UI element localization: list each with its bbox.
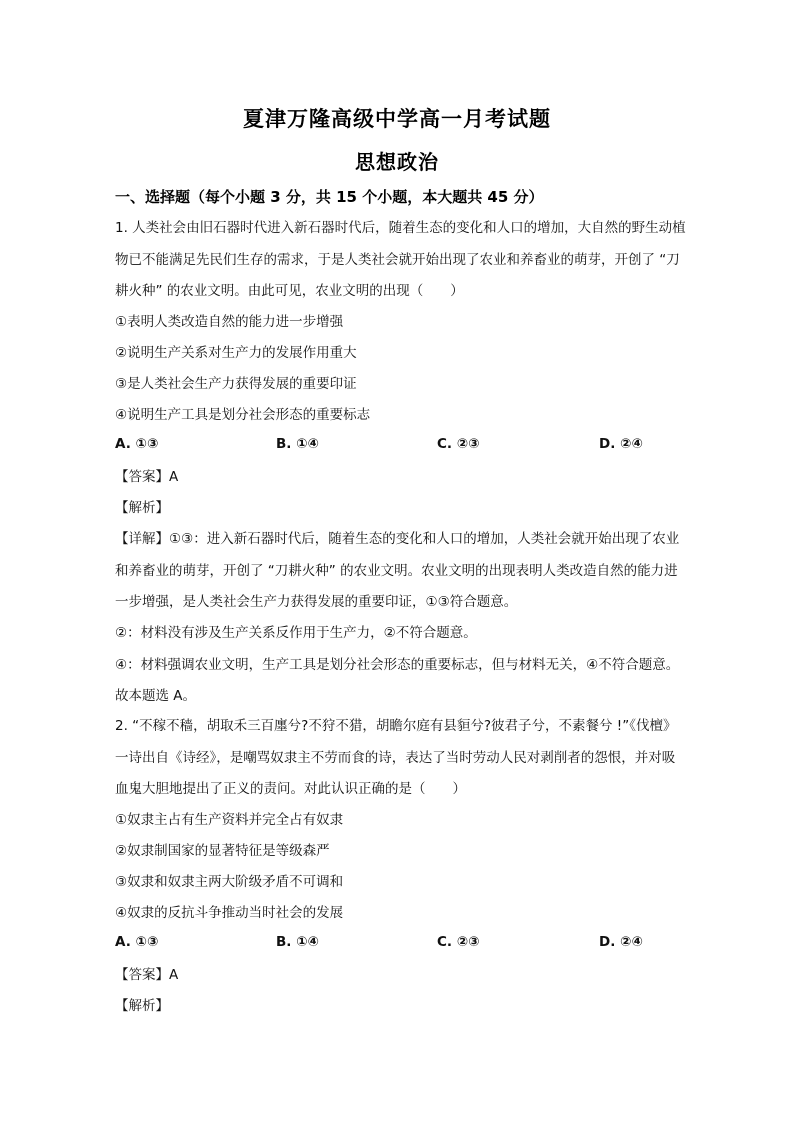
q2-analysis-label: 【解析】 bbox=[115, 998, 169, 1014]
subject-title: 思想政治 bbox=[355, 150, 439, 174]
q1-explanation-line: ④：材料强调农业文明，生产工具是划分社会形态的重要标志，但与材料无关，④不符合题意。 bbox=[115, 657, 680, 673]
q2-option-b: B. ①④ bbox=[276, 934, 319, 950]
section-heading: 一、选择题（每个小题 3 分，共 15 个小题，本大题共 45 分） bbox=[115, 188, 544, 206]
q1-analysis-label: 【解析】 bbox=[115, 500, 169, 516]
q1-item: ③是人类社会生产力获得发展的重要印证 bbox=[115, 376, 357, 392]
q1-option-d: D. ②④ bbox=[599, 436, 643, 452]
q1-item: ①表明人类改造自然的能力进一步增强 bbox=[115, 314, 344, 330]
q1-explanation-line: ②：材料没有涉及生产关系反作用于生产力，②不符合题意。 bbox=[115, 625, 477, 641]
q1-item: ②说明生产关系对生产力的发展作用重大 bbox=[115, 345, 357, 361]
q2-option-c: C. ②③ bbox=[437, 934, 480, 950]
q2-option-a: A. ①③ bbox=[115, 934, 159, 950]
q1-options bbox=[115, 436, 675, 456]
q2-item: ④奴隶的反抗斗争推动当时社会的发展 bbox=[115, 905, 344, 921]
q1-option-a: A. ①③ bbox=[115, 436, 159, 452]
q1-answer: 【答案】A bbox=[115, 469, 179, 485]
q2-stem-line: 血鬼大胆地提出了正义的责问。对此认识正确的是（ ） bbox=[115, 781, 466, 797]
exam-title: 夏津万隆高级中学高一月考试题 bbox=[243, 106, 551, 131]
q2-item: ③奴隶和奴隶主两大阶级矛盾不可调和 bbox=[115, 874, 344, 890]
q1-option-b: B. ①④ bbox=[276, 436, 319, 452]
q2-item: ①奴隶主占有生产资料并完全占有奴隶 bbox=[115, 812, 344, 828]
q1-option-c: C. ②③ bbox=[437, 436, 480, 452]
q1-explanation-line: 【详解】①③：进入新石器时代后，随着生态的变化和人口的增加，人类社会就开始出现了农业 bbox=[115, 531, 680, 547]
q1-explanation-line: 和养畜业的萌芽，开创了 “刀耕火种” 的农业文明。农业文明的出现表明人类改造自然的能力进 bbox=[115, 563, 678, 579]
q2-stem-line: 2. “不稼不穑，胡取禾三百廛兮?不狩不猎，胡瞻尔庭有县貆兮?彼君子兮，不素餐兮 !”《伐檀》 bbox=[115, 718, 677, 734]
q2-stem-line: 一诗出自《诗经》，是嘲骂奴隶主不劳而食的诗，表达了当时劳动人民对剥削者的怨恨，并对吸 bbox=[115, 750, 676, 766]
q1-explanation-line: 故本题选 A。 bbox=[115, 688, 197, 704]
q2-options bbox=[115, 934, 675, 954]
q1-stem-line: 1. 人类社会由旧石器时代进入新石器时代后，随着生态的变化和人口的增加，大自然的野生动植 bbox=[115, 220, 686, 236]
q1-stem-line: 耕火种” 的农业文明。由此可见，农业文明的出现（ ） bbox=[115, 283, 464, 299]
q2-answer: 【答案】A bbox=[115, 967, 179, 983]
q2-option-d: D. ②④ bbox=[599, 934, 643, 950]
q1-item: ④说明生产工具是划分社会形态的重要标志 bbox=[115, 407, 371, 423]
q1-explanation-line: 一步增强，是人类社会生产力获得发展的重要印证，①③符合题意。 bbox=[115, 594, 518, 610]
q2-item: ②奴隶制国家的显著特征是等级森严 bbox=[115, 843, 330, 859]
q1-stem-line: 物已不能满足先民们生存的需求，于是人类社会就开始出现了农业和养畜业的萌芽，开创了 “刀 bbox=[115, 252, 680, 268]
